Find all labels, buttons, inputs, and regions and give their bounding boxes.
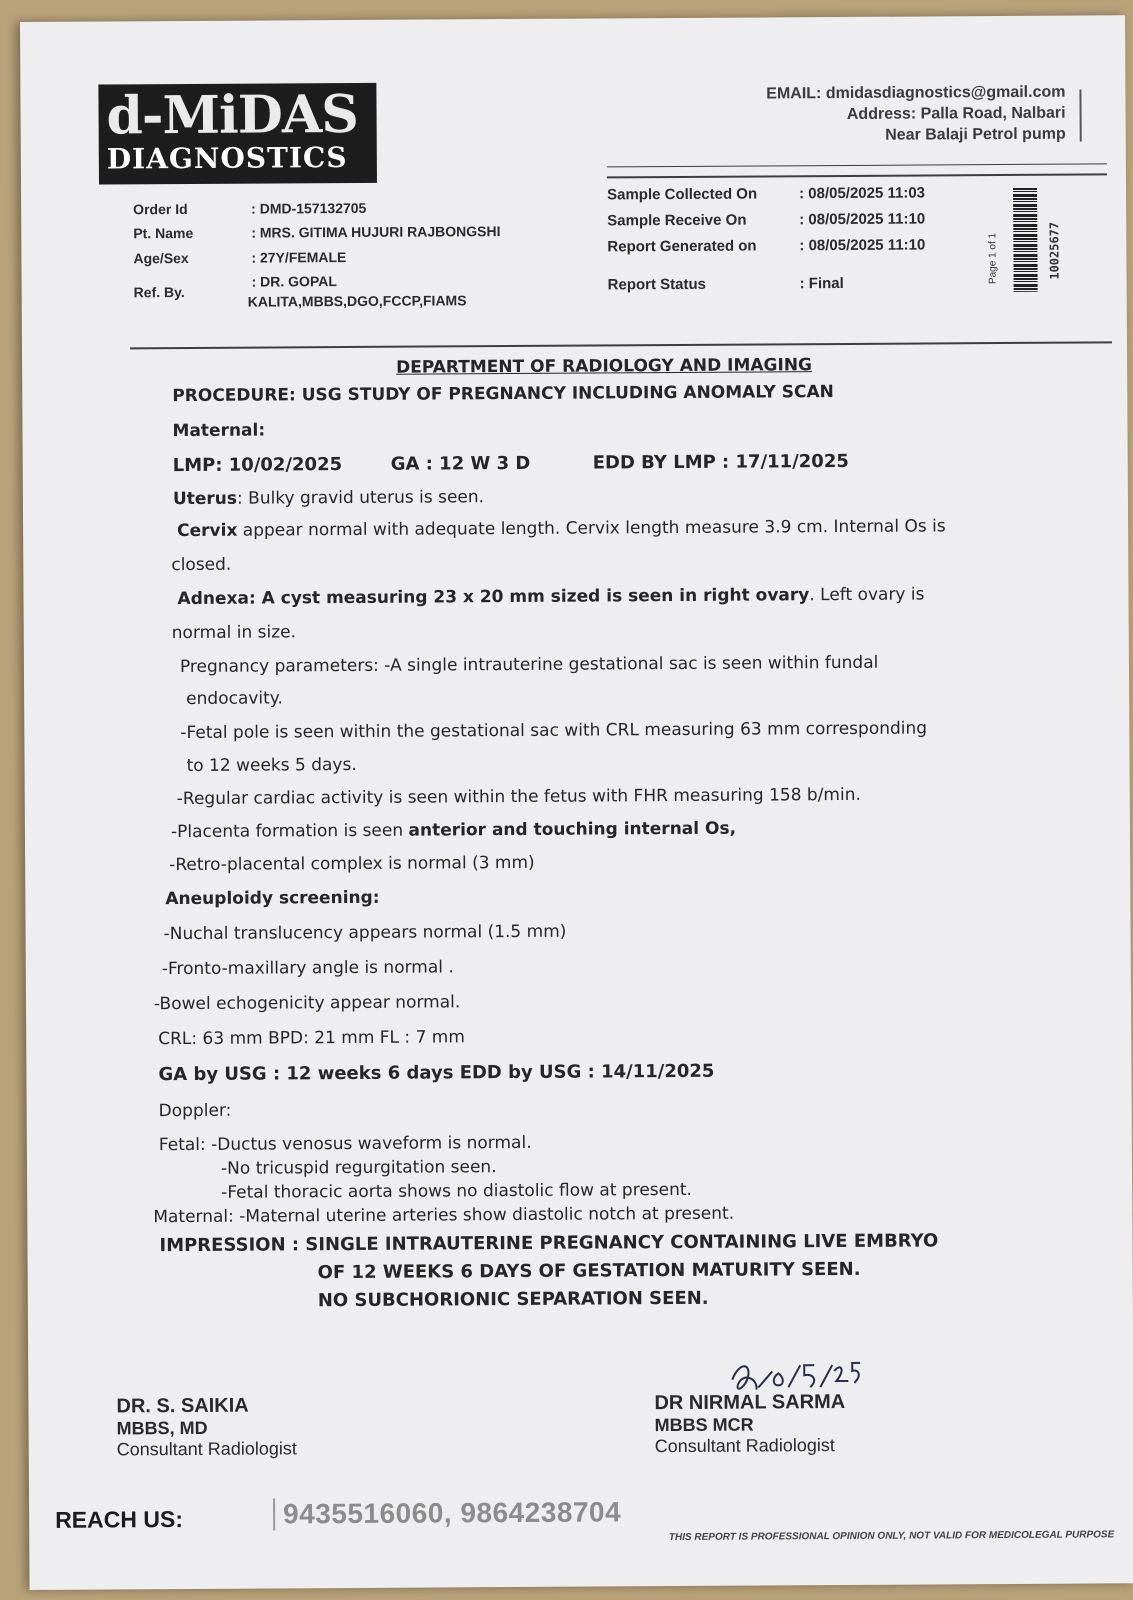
placenta-prefix: -Placenta formation is seen [170, 820, 409, 843]
patient-name-value: : MRS. GITIMA HUJURI RAJBONGSHI [251, 223, 501, 241]
pregnancy-params-line1: Pregnancy parameters: -A single intrauterine gestational sac is seen within fundal [179, 652, 879, 678]
doppler-heading: Doppler: [158, 1100, 232, 1122]
fetal-pole-line2: to 12 weeks 5 days. [186, 754, 357, 776]
lab-address-line1: Address: Palla Road, Nalbari [846, 104, 1066, 123]
status-value: : Final [799, 274, 844, 293]
uterus-label: Uterus [172, 488, 238, 510]
contact-divider [1079, 90, 1081, 142]
lmp-value: LMP: 10/02/2025 [172, 454, 343, 477]
order-id-label: Order Id [133, 200, 188, 218]
ga-by-usg: GA by USG : 12 weeks 6 days EDD by USG : 14/11/2025 [158, 1060, 715, 1086]
nuchal-translucency: -Nuchal translucency appears normal (1.5 mm) [163, 921, 567, 945]
age-sex-label: Age/Sex [133, 249, 189, 267]
report-meta [607, 184, 926, 293]
edd-lmp-value: EDD BY LMP : 17/11/2025 [592, 450, 849, 474]
lab-address-line2: Near Balaji Petrol pump [885, 125, 1066, 144]
placenta-bold: anterior and touching internal Os, [408, 818, 737, 841]
right-doctor-degree: MBBS MCR [654, 1414, 754, 1436]
barcode-number: 10025677 [1047, 221, 1062, 280]
cervix-text: appear normal with adequate length. Cervix length measure 3.9 cm. Internal Os is [237, 516, 946, 541]
lab-email: EMAIL: dmidasdiagnostics@gmail.com [766, 83, 1066, 103]
order-id-value: : DMD-157132705 [251, 199, 367, 217]
procedure-title: PROCEDURE: USG STUDY OF PREGNANCY INCLUDING ANOMALY SCAN [172, 382, 834, 407]
adnexa-line [177, 584, 924, 609]
ref-by-label: Ref. By. [133, 283, 185, 301]
generated-value: : 08/05/2025 11:10 [799, 236, 926, 255]
cervix-label: Cervix [177, 520, 238, 542]
adnexa-bold: Adnexa: A cyst measuring 23 x 20 mm sized is seen in right ovary [177, 585, 810, 610]
fetal-doppler-1: Fetal: -Ductus venosus waveform is normal. [158, 1132, 532, 1156]
generated-label: Report Generated on [607, 237, 757, 256]
department-title: DEPARTMENT OF RADIOLOGY AND IMAGING [396, 355, 813, 378]
patient-info [133, 199, 562, 311]
right-doctor-role: Consultant Radiologist [654, 1435, 835, 1457]
reach-us-phones: 9435516060, 9864238704 [273, 1496, 621, 1530]
header-rule [607, 173, 1107, 178]
fetal-pole-line1: -Fetal pole is seen within the gestational sac with CRL measuring 63 mm corresponding [180, 718, 928, 744]
cervix-line2: closed. [171, 554, 232, 576]
age-sex-value: : 27Y/FEMALE [251, 249, 347, 266]
status-label: Report Status [607, 275, 707, 294]
adnexa-line2: normal in size. [171, 622, 297, 644]
barcode [1013, 188, 1038, 292]
fetal-doppler-3: -Fetal thoracic aorta shows no diastolic flow at present. [221, 1179, 692, 1203]
bowel-echogenicity: -Bowel echogenicity appear normal. [153, 992, 461, 1015]
placenta-line [171, 819, 736, 842]
header-bottom-rule [130, 341, 1112, 349]
ga-value: GA : 12 W 3 D [390, 452, 531, 475]
right-doctor-name: DR NIRMAL SARMA [654, 1390, 846, 1415]
report-sheet [20, 15, 1133, 1590]
left-doctor-name: DR. S. SAIKIA [116, 1394, 249, 1418]
lab-logo [98, 83, 377, 185]
collected-value: : 08/05/2025 11:03 [799, 184, 926, 203]
left-doctor-degree: MBBS, MD [116, 1417, 208, 1439]
lab-contact [766, 82, 1066, 147]
ref-by-line2: KALITA,MBBS,DGO,FCCP,FIAMS [247, 292, 467, 310]
collected-label: Sample Collected On [607, 185, 758, 204]
cervix-line [177, 516, 946, 541]
fronto-maxillary: -Fronto-maxillary angle is normal . [161, 957, 454, 980]
page-number: Page 1 of 1 [987, 232, 999, 285]
signature-right [654, 1391, 845, 1457]
fetal-doppler-2: -No tricuspid regurgitation seen. [220, 1157, 497, 1179]
reach-us-label: REACH US: [55, 1506, 184, 1533]
ref-by-line1: : DR. GOPAL [251, 273, 337, 290]
logo-sub-text: DIAGNOSTICS [106, 141, 348, 176]
aneuploidy-heading: Aneuploidy screening: [165, 887, 380, 910]
impression-line3: NO SUBCHORIONIC SEPARATION SEEN. [317, 1287, 709, 1312]
biometry: CRL: 63 mm BPD: 21 mm FL : 7 mm [158, 1027, 465, 1050]
maternal-heading: Maternal: [172, 420, 266, 442]
impression-line2: OF 12 WEEKS 6 DAYS OF GESTATION MATURITY SEEN. [317, 1258, 861, 1284]
signature-left [116, 1394, 297, 1460]
maternal-doppler: Maternal: -Maternal uterine arteries show diastolic notch at present. [153, 1203, 735, 1228]
disclaimer: THIS REPORT IS PROFESSIONAL OPINION ONLY, NOT VALID FOR MEDICOLEGAL PURPOSE [668, 1529, 1115, 1544]
pregnancy-params-line2: endocavity. [186, 688, 283, 709]
left-doctor-role: Consultant Radiologist [116, 1438, 297, 1460]
impression-line1: IMPRESSION : SINGLE INTRAUTERINE PREGNANCY CONTAINING LIVE EMBRYO [159, 1230, 939, 1257]
uterus-text: : Bulky gravid uterus is seen. [236, 487, 485, 509]
header-rule-top [607, 163, 1107, 167]
retro-placental: -Retro-placental complex is normal (3 mm) [169, 852, 535, 876]
logo-main-text: d-MiDAS [106, 83, 359, 147]
adnexa-text: . Left ovary is [809, 584, 925, 606]
uterus-line [173, 487, 484, 509]
received-label: Sample Receive On [607, 211, 747, 230]
received-value: : 08/05/2025 11:10 [799, 210, 926, 229]
patient-name-label: Pt. Name [133, 224, 194, 242]
cardiac-activity: -Regular cardiac activity is seen within the fetus with FHR measuring 158 b/min. [176, 784, 861, 810]
